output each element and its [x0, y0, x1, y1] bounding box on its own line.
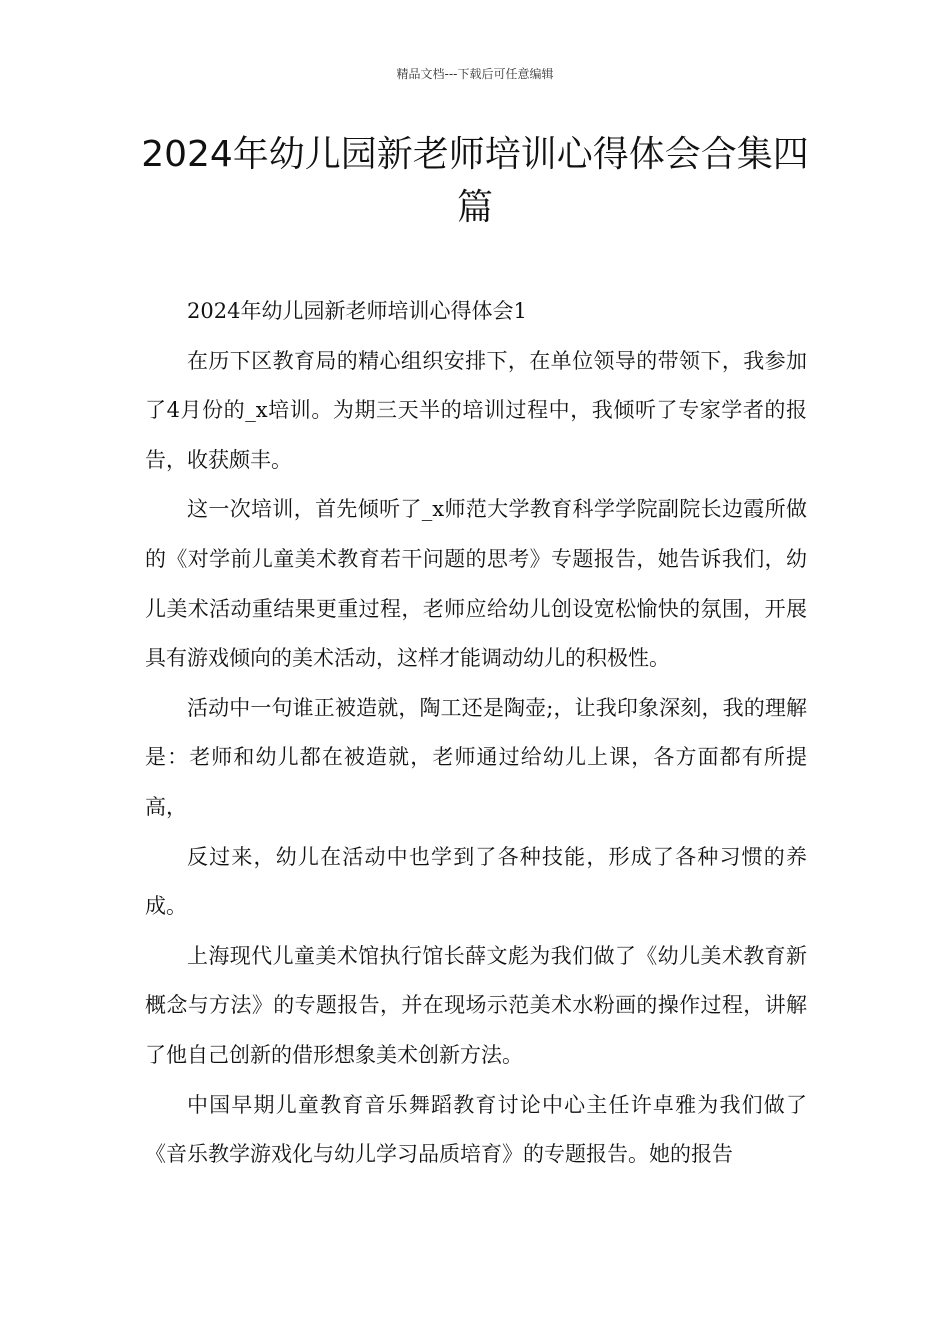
- document-body: [145, 287, 807, 1180]
- body-paragraph: 这一次培训，首先倾听了_x师范大学教育科学学院副院长边霞所做的《对学前儿童美术教育若干问题的思考》专题报告，她告诉我们，幼儿美术活动重结果更重过程，老师应给幼儿创设宽松愉快的氛围，开展具有游戏倾向的美术活动，这样才能调动幼儿的积极性。: [145, 497, 807, 671]
- body-paragraph: 中国早期儿童教育音乐舞蹈教育讨论中心主任许卓雅为我们做了《音乐教学游戏化与幼儿学习品质培育》的专题报告。她的报告: [145, 1092, 807, 1167]
- body-paragraph: 在历下区教育局的精心组织安排下，在单位领导的带领下，我参加了4月份的_x培训。为期三天半的培训过程中，我倾听了专家学者的报告，收获颇丰。: [145, 348, 807, 472]
- section-heading: 2024年幼儿园新老师培训心得体会1: [187, 299, 527, 323]
- page-header: 精品文档---下载后可任意编辑: [396, 67, 554, 81]
- body-paragraph: 反过来，幼儿在活动中也学到了各种技能，形成了各种习惯的养成。: [145, 844, 807, 919]
- body-paragraph: 活动中一句谁正被造就，陶工还是陶壶;，让我印象深刻，我的理解是：老师和幼儿都在被造就，老师通过给幼儿上课，各方面都有所提高，: [145, 695, 807, 819]
- document-title: 2024年幼儿园新老师培训心得体会合集四篇: [141, 134, 809, 228]
- body-paragraph: 上海现代儿童美术馆执行馆长薛文彪为我们做了《幼儿美术教育新概念与方法》的专题报告，并在现场示范美术水粉画的操作过程，讲解了他自己创新的借形想象美术创新方法。: [145, 943, 807, 1067]
